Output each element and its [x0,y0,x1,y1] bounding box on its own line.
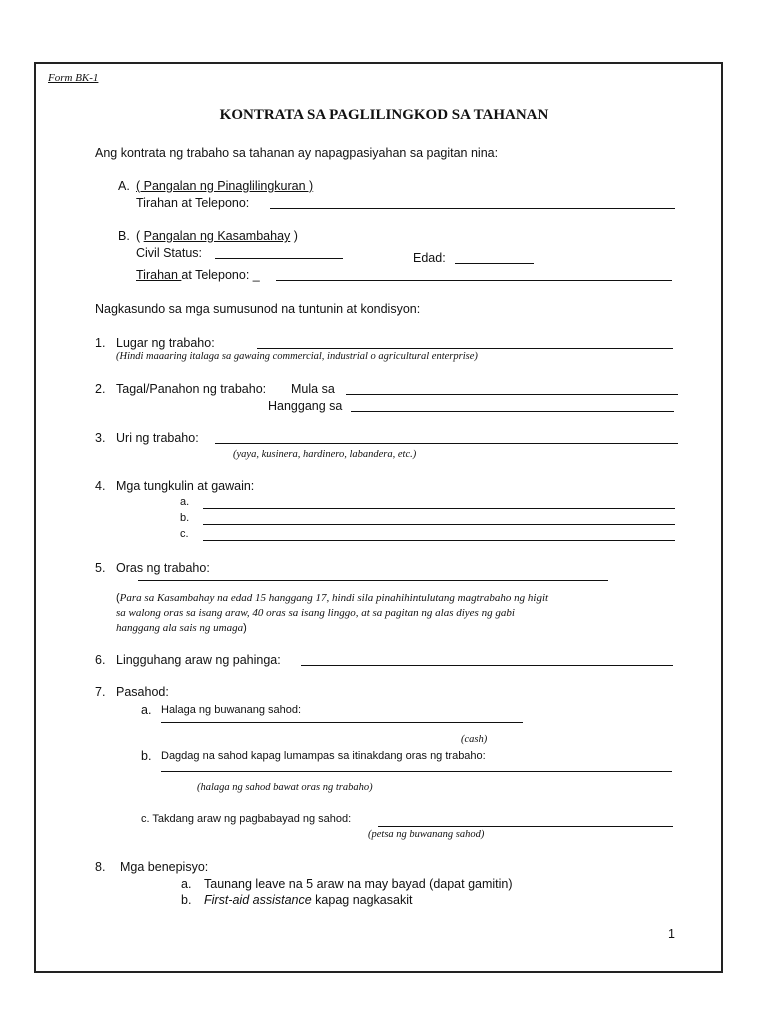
form-title: KONTRATA SA PAGLILINGKOD SA TAHANAN [219,107,549,123]
overtime-pay-label: Dagdag na sahod kapag lumampas sa itinakdang oras ng trabaho: [161,750,486,762]
intro-text: Ang kontrata ng trabaho sa tahanan ay napagpasiyahan sa pagitan nina: [95,146,499,160]
payday-field[interactable] [378,826,673,827]
item-1-note: (Hindi maaaring italaga sa gawaing commercial, industrial o agricultural enterprise) [116,351,478,362]
civil-status-label: Civil Status: [136,246,202,260]
party-b-name: ( Pangalan ng Kasambahay ) [136,229,298,243]
party-a-letter: A. [118,179,130,193]
item-8-label: Mga benepisyo: [120,860,209,874]
party-a-address-field[interactable] [270,208,675,209]
from-label: Mula sa [291,382,335,396]
civil-status-field[interactable] [215,258,343,259]
duty-a-field[interactable] [203,508,675,509]
item-2-number: 2. [95,382,106,396]
duty-a-letter: a. [180,496,190,508]
item-3-label: Uri ng trabaho: [116,431,199,445]
payday-label: c. Takdang araw ng pagbabayad ng sahod: [141,813,352,825]
item-4-label: Mga tungkulin at gawain: [116,479,255,493]
work-hours-field[interactable] [138,580,608,581]
work-location-field[interactable] [257,348,673,349]
party-a-name: ( Pangalan ng Pinaglilingkuran ) [136,179,314,193]
to-label: Hanggang sa [268,399,343,413]
duty-c-field[interactable] [203,540,675,541]
item-1-number: 1. [95,336,106,350]
item-5-label: Oras ng trabaho: [116,561,210,575]
party-a-address-label: Tirahan at Telepono: [136,196,250,210]
party-b-letter: B. [118,229,130,243]
duty-c-letter: c. [180,528,189,540]
duty-b-letter: b. [180,512,190,524]
party-b-address-field[interactable] [276,280,672,281]
item-6-label: Lingguhang araw ng pahinga: [116,653,281,667]
item-8-number: 8. [95,860,106,874]
item-3-note: (yaya, kusinera, hardinero, labandera, etc.) [233,449,417,460]
page-number: 1 [668,927,675,941]
age-field[interactable] [455,263,534,264]
item-7-number: 7. [95,685,106,699]
item-5-note-line-1: (Para sa Kasambahay na edad 15 hanggang 17, hindi sila pinahihintulutang magtrabaho ng higit [116,592,549,604]
overtime-pay-field[interactable] [161,771,672,772]
salary-a-letter: a. [141,703,152,717]
work-type-field[interactable] [215,443,678,444]
salary-b-letter: b. [141,749,152,763]
agreement-text: Nagkasundo sa mga sumusunod na tuntunin at kondisyon: [95,302,421,316]
benefit-b-label: First-aid assistance kapag nagkasakit [204,893,413,907]
monthly-salary-label: Halaga ng buwanang sahod: [161,704,302,716]
payday-note: (petsa ng buwanang sahod) [368,829,485,840]
from-date-field[interactable] [346,394,678,395]
item-3-number: 3. [95,431,106,445]
benefit-a-label: Taunang leave na 5 araw na may bayad (dapat gamitin) [204,877,513,891]
form-id: Form BK-1 [48,72,99,84]
monthly-salary-note: (cash) [461,734,488,745]
to-date-field[interactable] [351,411,674,412]
duty-b-field[interactable] [203,524,675,525]
benefit-a-letter: a. [181,877,192,891]
rest-day-field[interactable] [301,665,673,666]
item-5-number: 5. [95,561,106,575]
item-7-label: Pasahod: [116,685,169,699]
age-label: Edad: [413,251,446,265]
monthly-salary-field[interactable] [161,722,523,723]
item-2-label: Tagal/Panahon ng trabaho: [116,382,267,396]
overtime-pay-note: (halaga ng sahod bawat oras ng trabaho) [197,782,373,793]
item-5-note-line-2: sa walong oras sa isang araw, 40 oras sa isang linggo, at sa pagitan ng alas diyes ng gabi [116,607,515,619]
item-1-label: Lugar ng trabaho: [116,336,215,350]
item-5-note-line-3: hanggang ala sais ng umaga) [116,622,247,634]
item-6-number: 6. [95,653,106,667]
benefit-b-letter: b. [181,893,192,907]
party-b-address-label: Tirahan at Telepono: _ [136,268,260,282]
item-4-number: 4. [95,479,106,493]
